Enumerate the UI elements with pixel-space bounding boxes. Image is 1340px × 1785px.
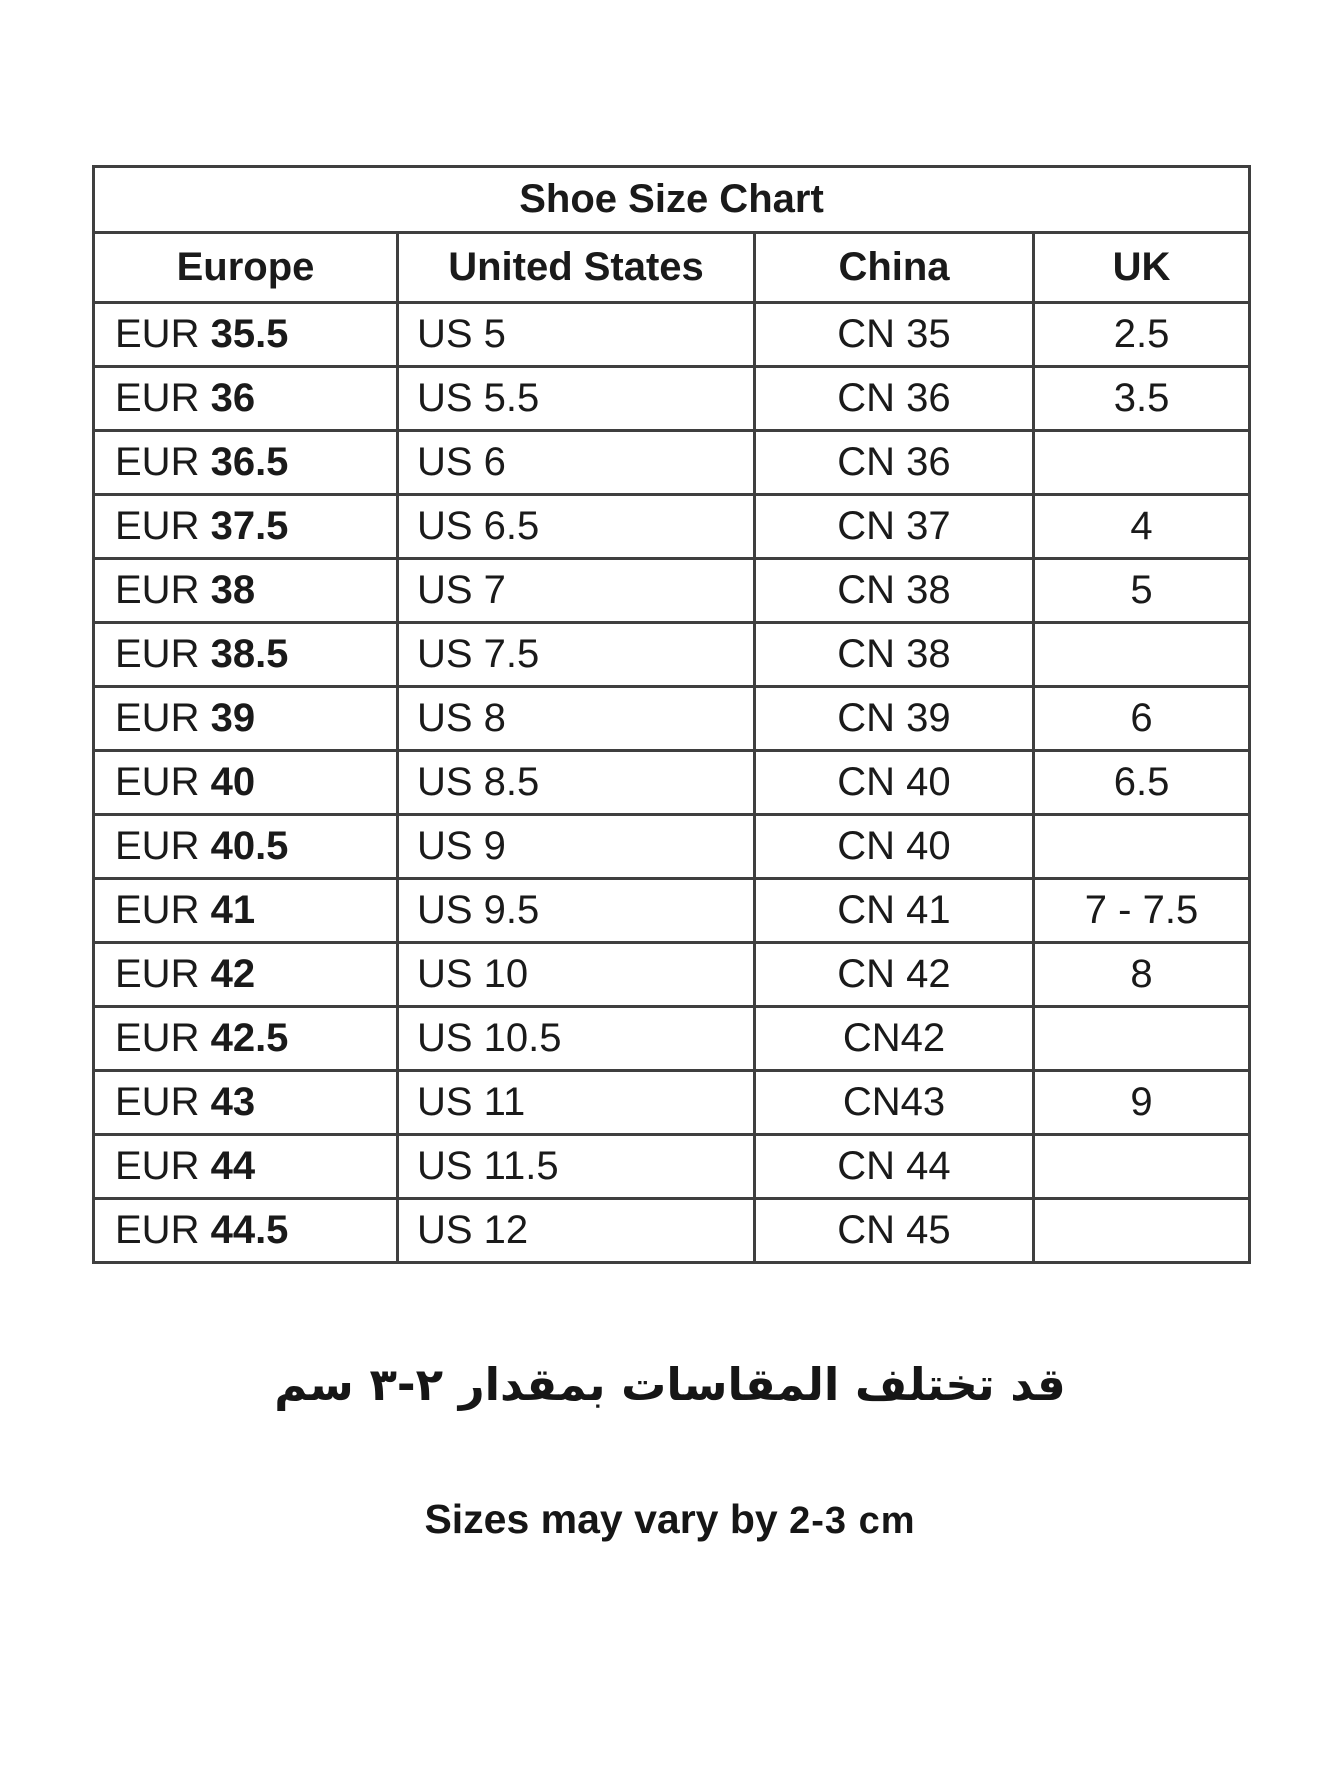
cn-cell: CN 35 [755, 303, 1034, 367]
cn-cell: CN 36 [755, 431, 1034, 495]
uk-cell [1034, 623, 1250, 687]
uk-cell: 3.5 [1034, 367, 1250, 431]
europe-cell [94, 687, 398, 751]
table-row [94, 559, 1250, 623]
cn-cell: CN 40 [755, 751, 1034, 815]
eur-size: 39 [210, 696, 256, 740]
eur-prefix: EUR [115, 440, 200, 484]
note-english [0, 1496, 1340, 1543]
table-row [94, 1071, 1250, 1135]
eur-size: 38 [210, 568, 256, 612]
cn-cell: CN 38 [755, 559, 1034, 623]
eur-size: 40 [210, 760, 256, 804]
us-cell: US 9 [398, 815, 755, 879]
europe-cell [94, 1071, 398, 1135]
uk-cell [1034, 1135, 1250, 1199]
eur-prefix: EUR [115, 696, 200, 740]
europe-cell [94, 879, 398, 943]
uk-cell: 4 [1034, 495, 1250, 559]
cn-cell: CN 36 [755, 367, 1034, 431]
europe-cell [94, 559, 398, 623]
europe-cell [94, 943, 398, 1007]
note-english-value: 2-3 cm [789, 1500, 916, 1542]
us-cell: US 12 [398, 1199, 755, 1263]
table-row [94, 431, 1250, 495]
eur-prefix: EUR [115, 952, 200, 996]
table-row [94, 495, 1250, 559]
uk-cell: 5 [1034, 559, 1250, 623]
table-title-row [94, 167, 1250, 233]
us-cell: US 11 [398, 1071, 755, 1135]
europe-cell [94, 431, 398, 495]
column-header-china: China [755, 233, 1034, 303]
eur-size: 42.5 [210, 1016, 289, 1060]
cn-cell: CN 39 [755, 687, 1034, 751]
eur-prefix: EUR [115, 504, 200, 548]
eur-prefix: EUR [115, 376, 200, 420]
uk-cell: 6 [1034, 687, 1250, 751]
uk-cell: 6.5 [1034, 751, 1250, 815]
eur-size: 36 [210, 376, 256, 420]
eur-size: 44.5 [210, 1208, 289, 1252]
eur-prefix: EUR [115, 1208, 200, 1252]
europe-cell [94, 1135, 398, 1199]
eur-size: 43 [210, 1080, 256, 1124]
eur-size: 41 [210, 888, 256, 932]
cn-cell: CN 40 [755, 815, 1034, 879]
table-row [94, 1135, 1250, 1199]
eur-prefix: EUR [115, 1144, 200, 1188]
us-cell: US 11.5 [398, 1135, 755, 1199]
table-title: Shoe Size Chart [94, 167, 1250, 233]
eur-prefix: EUR [115, 312, 200, 356]
uk-cell [1034, 1199, 1250, 1263]
eur-size: 44 [210, 1144, 256, 1188]
cn-cell: CN43 [755, 1071, 1034, 1135]
eur-size: 37.5 [210, 504, 289, 548]
table-row [94, 879, 1250, 943]
uk-cell [1034, 431, 1250, 495]
europe-cell [94, 367, 398, 431]
cn-cell: CN42 [755, 1007, 1034, 1071]
cn-cell: CN 44 [755, 1135, 1034, 1199]
cn-cell: CN 38 [755, 623, 1034, 687]
table-header-row [94, 233, 1250, 303]
note-arabic: قد تختلف المقاسات بمقدار ٢-٣ سم [274, 1358, 1066, 1411]
table-row [94, 623, 1250, 687]
us-cell: US 7.5 [398, 623, 755, 687]
cn-cell: CN 37 [755, 495, 1034, 559]
table-body [94, 167, 1250, 1263]
us-cell: US 6.5 [398, 495, 755, 559]
cn-cell: CN 41 [755, 879, 1034, 943]
table-row [94, 1199, 1250, 1263]
column-header-europe: Europe [94, 233, 398, 303]
eur-prefix: EUR [115, 760, 200, 804]
europe-cell [94, 1007, 398, 1071]
uk-cell [1034, 1007, 1250, 1071]
europe-cell [94, 1199, 398, 1263]
uk-cell [1034, 815, 1250, 879]
eur-prefix: EUR [115, 568, 200, 612]
shoe-size-table [92, 165, 1251, 1264]
uk-cell: 8 [1034, 943, 1250, 1007]
us-cell: US 7 [398, 559, 755, 623]
eur-prefix: EUR [115, 1016, 200, 1060]
table-row [94, 687, 1250, 751]
eur-size: 38.5 [210, 632, 289, 676]
us-cell: US 8.5 [398, 751, 755, 815]
cn-cell: CN 45 [755, 1199, 1034, 1263]
note-english-text: Sizes may vary by [424, 1496, 778, 1542]
eur-size: 42 [210, 952, 256, 996]
cn-cell: CN 42 [755, 943, 1034, 1007]
table-row [94, 751, 1250, 815]
us-cell: US 8 [398, 687, 755, 751]
eur-prefix: EUR [115, 888, 200, 932]
column-header-uk: UK [1034, 233, 1250, 303]
europe-cell [94, 303, 398, 367]
us-cell: US 6 [398, 431, 755, 495]
table-row [94, 1007, 1250, 1071]
uk-cell: 2.5 [1034, 303, 1250, 367]
table-row [94, 303, 1250, 367]
us-cell: US 5.5 [398, 367, 755, 431]
eur-size: 36.5 [210, 440, 289, 484]
europe-cell [94, 623, 398, 687]
table-row [94, 367, 1250, 431]
us-cell: US 5 [398, 303, 755, 367]
us-cell: US 9.5 [398, 879, 755, 943]
uk-cell: 9 [1034, 1071, 1250, 1135]
eur-prefix: EUR [115, 824, 200, 868]
us-cell: US 10.5 [398, 1007, 755, 1071]
eur-prefix: EUR [115, 632, 200, 676]
europe-cell [94, 495, 398, 559]
eur-size: 35.5 [210, 312, 289, 356]
column-header-united-states: United States [398, 233, 755, 303]
uk-cell: 7 - 7.5 [1034, 879, 1250, 943]
table-row [94, 815, 1250, 879]
eur-prefix: EUR [115, 1080, 200, 1124]
europe-cell [94, 815, 398, 879]
eur-size: 40.5 [210, 824, 289, 868]
europe-cell [94, 751, 398, 815]
us-cell: US 10 [398, 943, 755, 1007]
table-row [94, 943, 1250, 1007]
